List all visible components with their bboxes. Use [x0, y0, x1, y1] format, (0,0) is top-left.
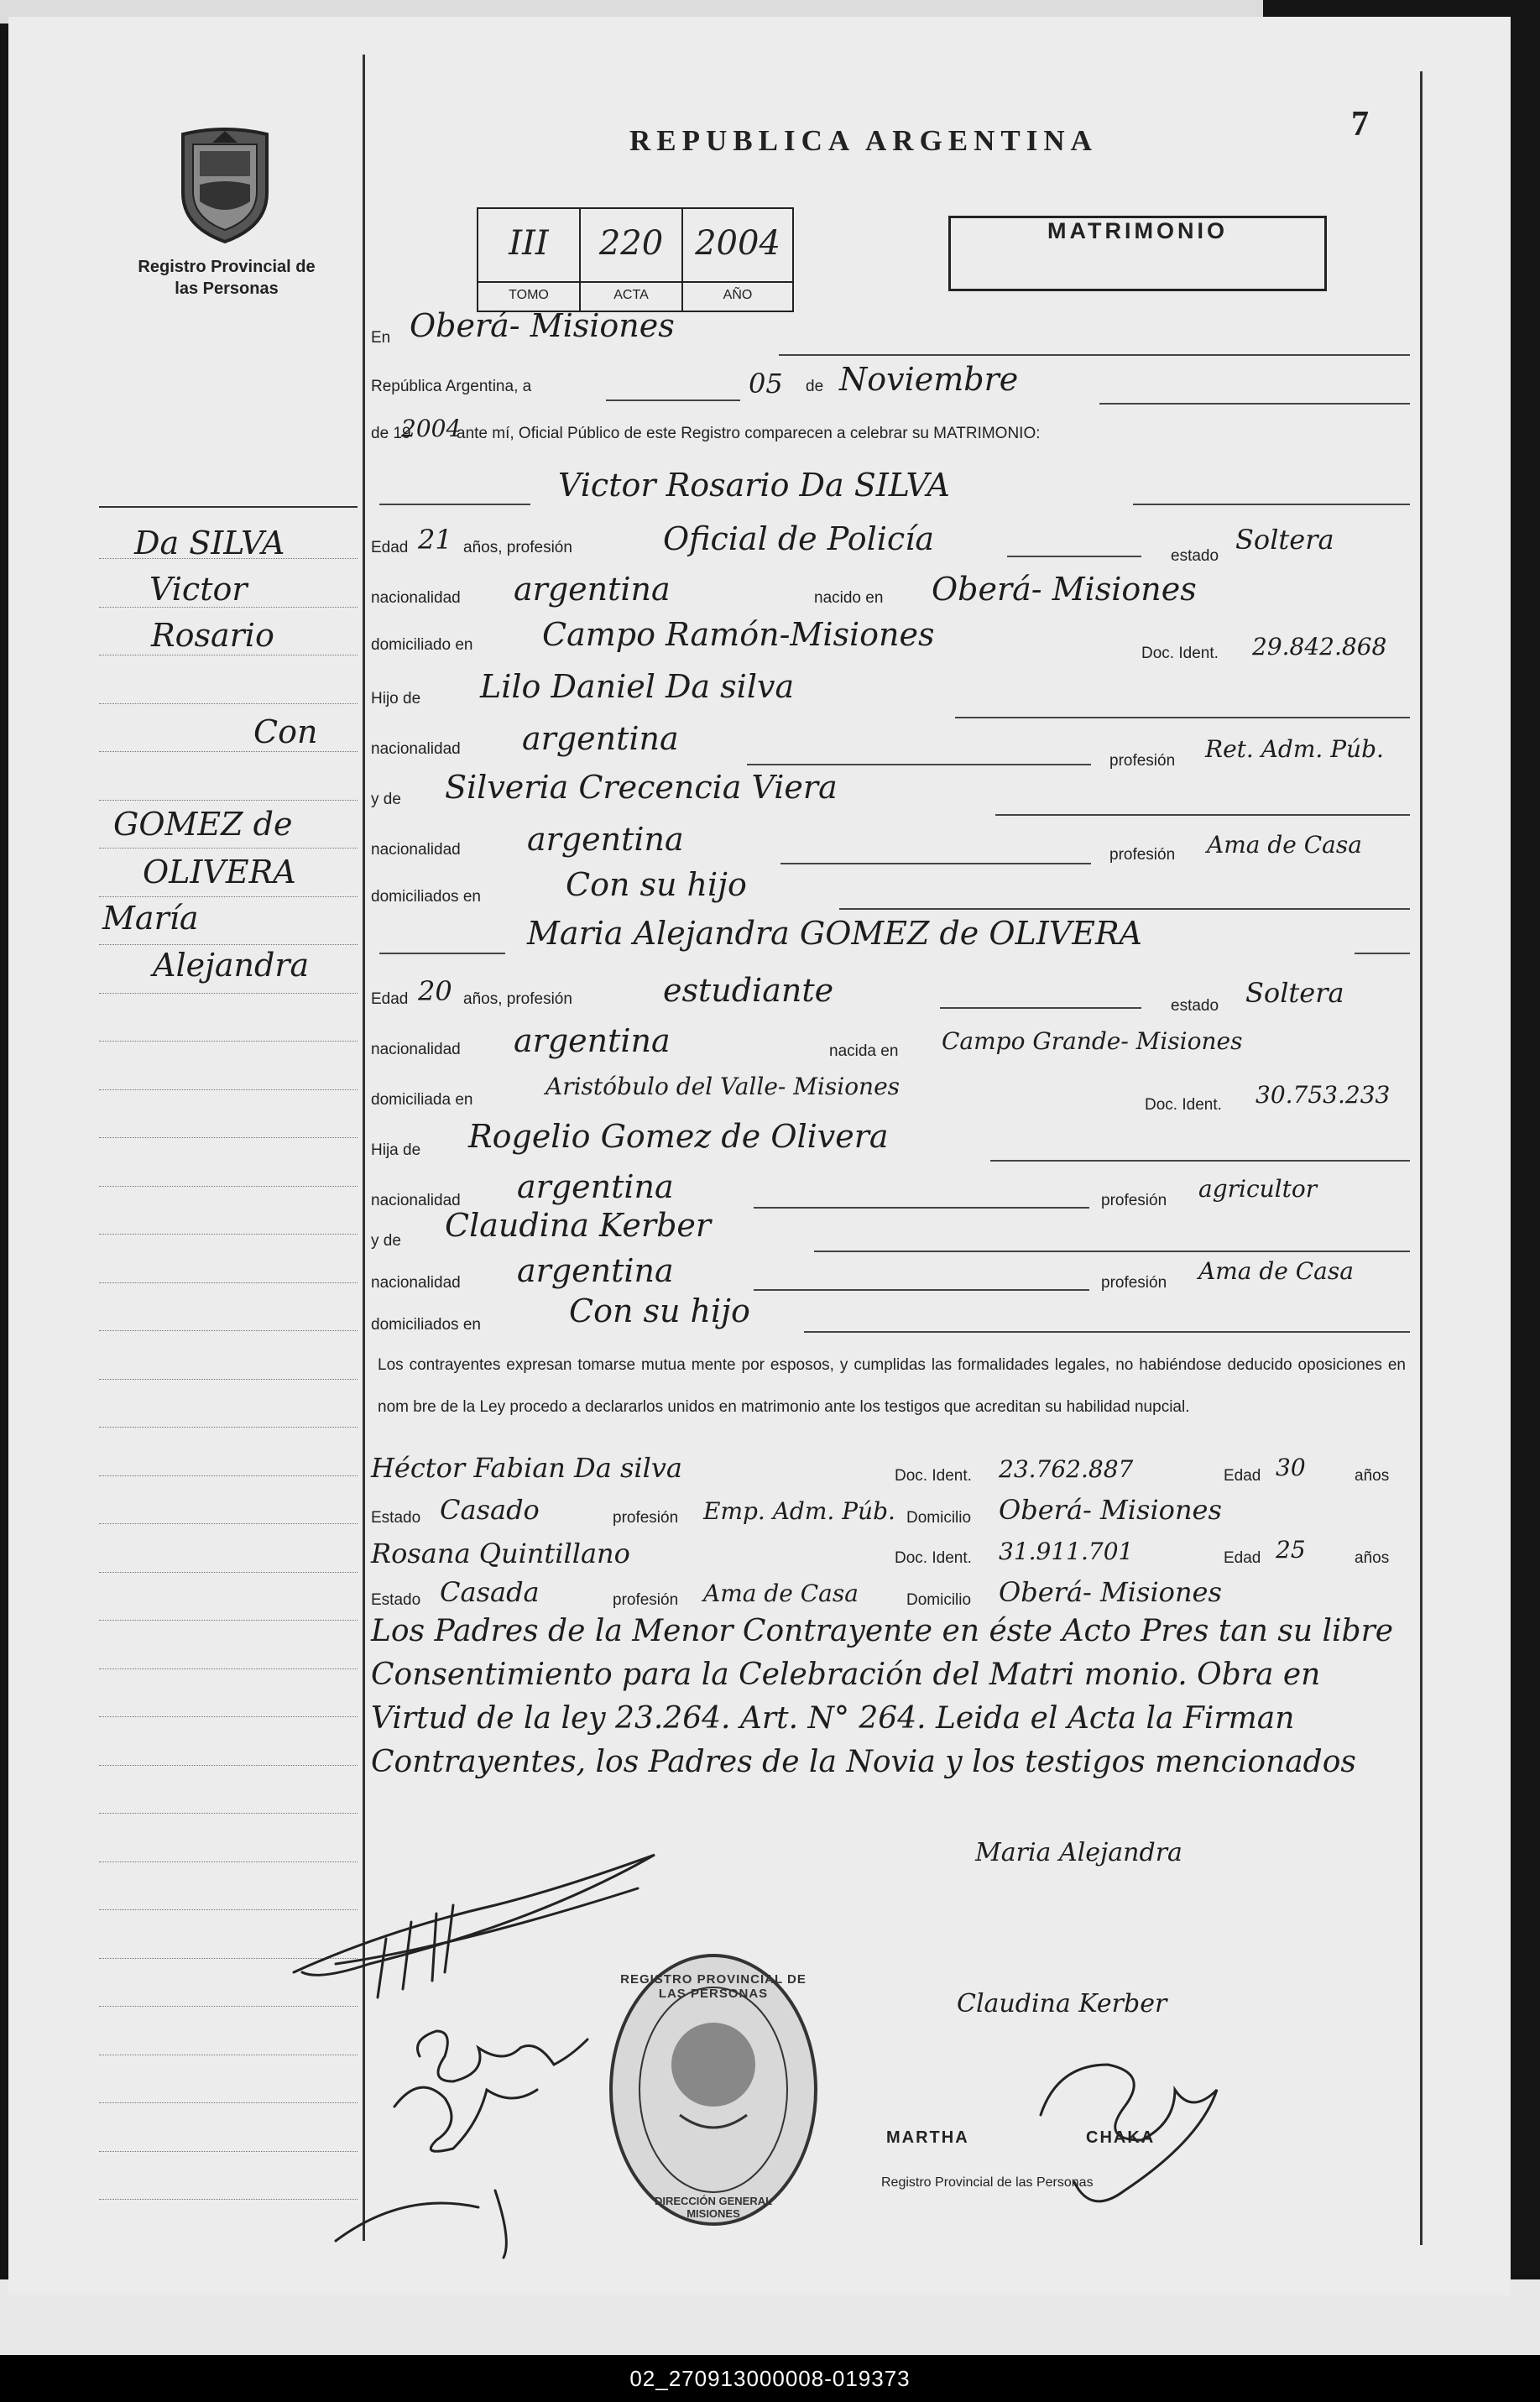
margin-ruled-line [99, 896, 358, 897]
label-doc: Doc. Ident. [895, 1467, 972, 1485]
label-estado: estado [1171, 997, 1219, 1015]
anio-value: 2004 [695, 224, 780, 263]
label-profesion: profesión [613, 1509, 679, 1527]
witness1-address: Oberá- Misiones [999, 1494, 1222, 1526]
witness1-document: 23.762.887 [999, 1455, 1134, 1483]
label-anos: años [1355, 1467, 1390, 1485]
label-year-prefix: de 19 [371, 425, 411, 442]
bride-address: Aristóbulo del Valle- Misiones [546, 1073, 901, 1100]
margin-ruled-line [99, 1427, 358, 1428]
label-edad: Edad [1224, 1549, 1261, 1567]
bride-document: 30.753.233 [1255, 1081, 1391, 1109]
label-edad: Edad [371, 539, 409, 556]
margin-surname: Da SILVA [134, 525, 285, 561]
groom-name: Victor Rosario Da SILVA [558, 467, 950, 504]
fill-line [940, 1007, 1141, 1009]
groom-mother-profession: Ama de Casa [1207, 831, 1362, 859]
margin-ruled-line [99, 1620, 358, 1621]
bride-birthplace: Campo Grande- Misiones [942, 1027, 1243, 1055]
bride-mother-profession: Ama de Casa [1198, 1257, 1354, 1285]
label-domiciliados: domiciliados en [371, 1316, 481, 1334]
fill-line [955, 717, 1410, 718]
registry-name: Registro Provincial de las Personas [138, 258, 316, 298]
fill-line [1355, 953, 1410, 954]
anio-cell [683, 209, 792, 311]
label-en: En [371, 329, 391, 347]
page-number: 7 [1351, 105, 1369, 144]
margin-ruled-line [99, 848, 358, 849]
witness1-profession: Emp. Adm. Púb. [703, 1497, 895, 1525]
country-heading: REPUBLICA ARGENTINA [629, 124, 1098, 157]
label-hija: Hija de [371, 1141, 421, 1159]
acta-label: ACTA [581, 281, 681, 303]
groom-status: Soltera [1235, 524, 1334, 556]
label-domiciliado: domiciliado en [371, 636, 473, 654]
bride-age: 20 [418, 975, 452, 1007]
label-profesion: profesión [1109, 752, 1176, 770]
groom-mother: Silveria Crecencia Viera [445, 769, 838, 806]
margin-ruled-line [99, 1330, 358, 1331]
label-edad: Edad [371, 990, 409, 1008]
bride-nationality: argentina [514, 1022, 671, 1059]
bride-father-profession: agricultor [1198, 1175, 1318, 1203]
label-nacionalidad: nacionalidad [371, 1274, 461, 1292]
tomo-cell [478, 209, 581, 311]
official-name-end: CHAKA [1086, 2128, 1156, 2147]
witness2-name: Rosana Quintillano [371, 1538, 630, 1569]
label-nacionalidad: nacionalidad [371, 589, 461, 607]
fill-line [1133, 504, 1410, 505]
margin-ruled-line [99, 1668, 358, 1669]
matrimonio-title-box: MATRIMONIO [948, 216, 1327, 291]
bride-name: Maria Alejandra GOMEZ de OLIVERA [527, 915, 1143, 952]
label-y-de: y de [371, 1232, 401, 1250]
groom-father: Lilo Daniel Da silva [480, 668, 795, 705]
groom-parents-address: Con su hijo [566, 866, 747, 903]
mother-signature: Claudina Kerber [957, 1989, 1167, 2018]
label-domiciliados: domiciliados en [371, 888, 481, 906]
tomo-acta-box [477, 207, 794, 312]
label-domicilio: Domicilio [906, 1591, 972, 1609]
margin-ruled-line [99, 1572, 358, 1573]
bride-status: Soltera [1245, 977, 1344, 1009]
province-coat-of-arms-icon [175, 126, 275, 245]
label-anos-profesion: años, profesión [463, 539, 572, 556]
signatures-drawing [285, 1838, 1460, 2274]
acta-value: 220 [598, 224, 664, 263]
declaration-text: Los contrayentes expresan tomarse mutua mente por esposos, y cumplidas las formalidades legales, no habiéndose deducido oposiciones en nom bre de la Ley procedo a declararlos unidos en matrimonio ante los testigos que acreditan su habilidad nupcial. [378, 1356, 1406, 1416]
groom-document: 29.842.868 [1252, 633, 1387, 661]
label-anos: años [1355, 1549, 1390, 1567]
place-value: Oberá- Misiones [410, 307, 675, 344]
witness2-status: Casada [440, 1576, 540, 1608]
margin-bride-surname2: OLIVERA [143, 854, 296, 890]
label-doc: Doc. Ident. [1145, 1096, 1222, 1114]
groom-mother-nationality: argentina [527, 821, 684, 858]
label-edad: Edad [1224, 1467, 1261, 1485]
groom-age: 21 [418, 524, 452, 556]
fill-line [780, 863, 1091, 864]
seal-ring-text: REGISTRO PROVINCIAL DE LAS PERSONAS [620, 1972, 807, 2001]
fill-line [379, 504, 530, 505]
groom-profession: Oficial de Policía [663, 520, 935, 557]
margin-first-name: Victor [149, 571, 248, 608]
margin-ruled-line [99, 1475, 358, 1476]
fill-line [379, 953, 505, 954]
margin-ruled-line [99, 944, 358, 945]
month-value: Noviembre [839, 361, 1019, 398]
handwritten-note: Los Padres de la Menor Contrayente en éste Acto Pres tan su libre Consentimiento para la Celebración del Matri monio. Obra en Virtud de la ley 23.264. Art. N° 264. Leida el Acta la Firman Contrayentes, los Padres de la Novia y los testigos mencionados [371, 1614, 1394, 1779]
bride-parents-address: Con su hijo [569, 1292, 750, 1329]
margin-ruled-line [99, 1234, 358, 1235]
signatures-area [285, 1838, 1460, 2274]
fill-line [747, 764, 1091, 765]
groom-birthplace: Oberá- Misiones [932, 571, 1197, 608]
margin-ruled-line [99, 1765, 358, 1766]
label-republica: República Argentina, a [371, 378, 532, 395]
margin-ruled-line [99, 1379, 358, 1380]
bride-father-nationality: argentina [517, 1168, 674, 1205]
margin-ruled-line [99, 703, 358, 704]
groom-father-profession: Ret. Adm. Púb. [1205, 735, 1384, 763]
label-nacida: nacida en [829, 1042, 899, 1060]
image-caption: 02_270913000008-019373 [0, 2355, 1540, 2402]
margin-ruled-line [99, 800, 358, 801]
bride-profession: estudiante [663, 972, 834, 1009]
margin-bride-second-name: Alejandra [153, 947, 310, 984]
margin-second-name: Rosario [151, 617, 274, 654]
margin-ruled-line [99, 1137, 358, 1138]
label-profesion: profesión [613, 1591, 679, 1609]
bride-father: Rogelio Gomez de Olivera [468, 1118, 889, 1155]
label-y-de: y de [371, 791, 401, 808]
official-name: MARTHA [886, 2128, 969, 2147]
witness2-age: 25 [1276, 1536, 1306, 1564]
bride-mother-nationality: argentina [517, 1252, 674, 1289]
margin-ruled-line [99, 1089, 358, 1090]
witness2-profession: Ama de Casa [703, 1580, 859, 1607]
tomo-label: TOMO [478, 281, 579, 303]
label-doc: Doc. Ident. [895, 1549, 972, 1567]
anio-label: AÑO [683, 281, 792, 303]
margin-bride-first-name: María [102, 900, 199, 937]
margin-ruled-line [99, 1716, 358, 1717]
bride-mother: Claudina Kerber [445, 1207, 712, 1244]
fill-line [754, 1207, 1089, 1209]
ante-text: ante mí, Oficial Público de este Registro comparecen a celebrar su MATRIMONIO: [457, 425, 1041, 442]
groom-father-nationality: argentina [522, 720, 679, 757]
label-domiciliada: domiciliada en [371, 1091, 473, 1109]
label-estado: Estado [371, 1591, 421, 1609]
label-profesion: profesión [1101, 1192, 1167, 1209]
witness2-address: Oberá- Misiones [999, 1576, 1222, 1608]
label-profesion: profesión [1109, 846, 1176, 864]
label-nacionalidad: nacionalidad [371, 1192, 461, 1209]
groom-address: Campo Ramón-Misiones [542, 616, 935, 653]
margin-bride-surname: GOMEZ de [113, 806, 293, 843]
margin-ruled-line [99, 993, 358, 994]
margin-top-rule [99, 506, 358, 508]
label-de: de [806, 378, 824, 395]
certificate-page [8, 17, 1511, 2295]
acta-cell [581, 209, 683, 311]
witness1-name: Héctor Fabian Da silva [371, 1452, 682, 1484]
fill-line [990, 1160, 1410, 1162]
margin-ruled-line [99, 1523, 358, 1524]
official-title: Registro Provincial de las Personas [881, 2175, 1094, 2190]
margin-con: Con [253, 713, 318, 750]
fill-line [814, 1251, 1410, 1252]
label-nacionalidad: nacionalidad [371, 1041, 461, 1058]
bride-signature: Maria Alejandra [975, 1838, 1182, 1867]
fill-line [754, 1289, 1089, 1291]
label-profesion: profesión [1101, 1274, 1167, 1292]
fill-line [1007, 556, 1141, 557]
label-nacido: nacido en [814, 589, 884, 607]
seal-bottom-text: DIRECCIÓN GENERAL MISIONES [654, 2195, 773, 2220]
margin-ruled-line [99, 751, 358, 752]
tomo-value: III [509, 224, 549, 263]
fill-line [779, 354, 1410, 356]
label-estado: Estado [371, 1509, 421, 1527]
margin-ruled-line [99, 1041, 358, 1042]
margin-ruled-line [99, 1186, 358, 1187]
label-estado: estado [1171, 547, 1219, 565]
witness1-age: 30 [1276, 1454, 1306, 1481]
fill-line [804, 1331, 1410, 1333]
label-anos-profesion: años, profesión [463, 990, 572, 1008]
fill-line [606, 399, 740, 401]
witness2-document: 31.911.701 [999, 1538, 1134, 1565]
label-domicilio: Domicilio [906, 1509, 972, 1527]
fill-line [995, 814, 1410, 816]
label-hijo: Hijo de [371, 690, 421, 708]
fill-line [839, 908, 1410, 910]
label-doc: Doc. Ident. [1141, 645, 1219, 662]
day-value: 05 [749, 368, 783, 399]
groom-nationality: argentina [514, 571, 671, 608]
label-nacionalidad: nacionalidad [371, 841, 461, 859]
margin-ruled-line [99, 1282, 358, 1283]
year-value: 2004 [401, 415, 462, 442]
fill-line [1099, 403, 1410, 405]
label-nacionalidad: nacionalidad [371, 740, 461, 758]
witness1-status: Casado [440, 1494, 540, 1526]
margin-ruled-line [99, 1813, 358, 1814]
